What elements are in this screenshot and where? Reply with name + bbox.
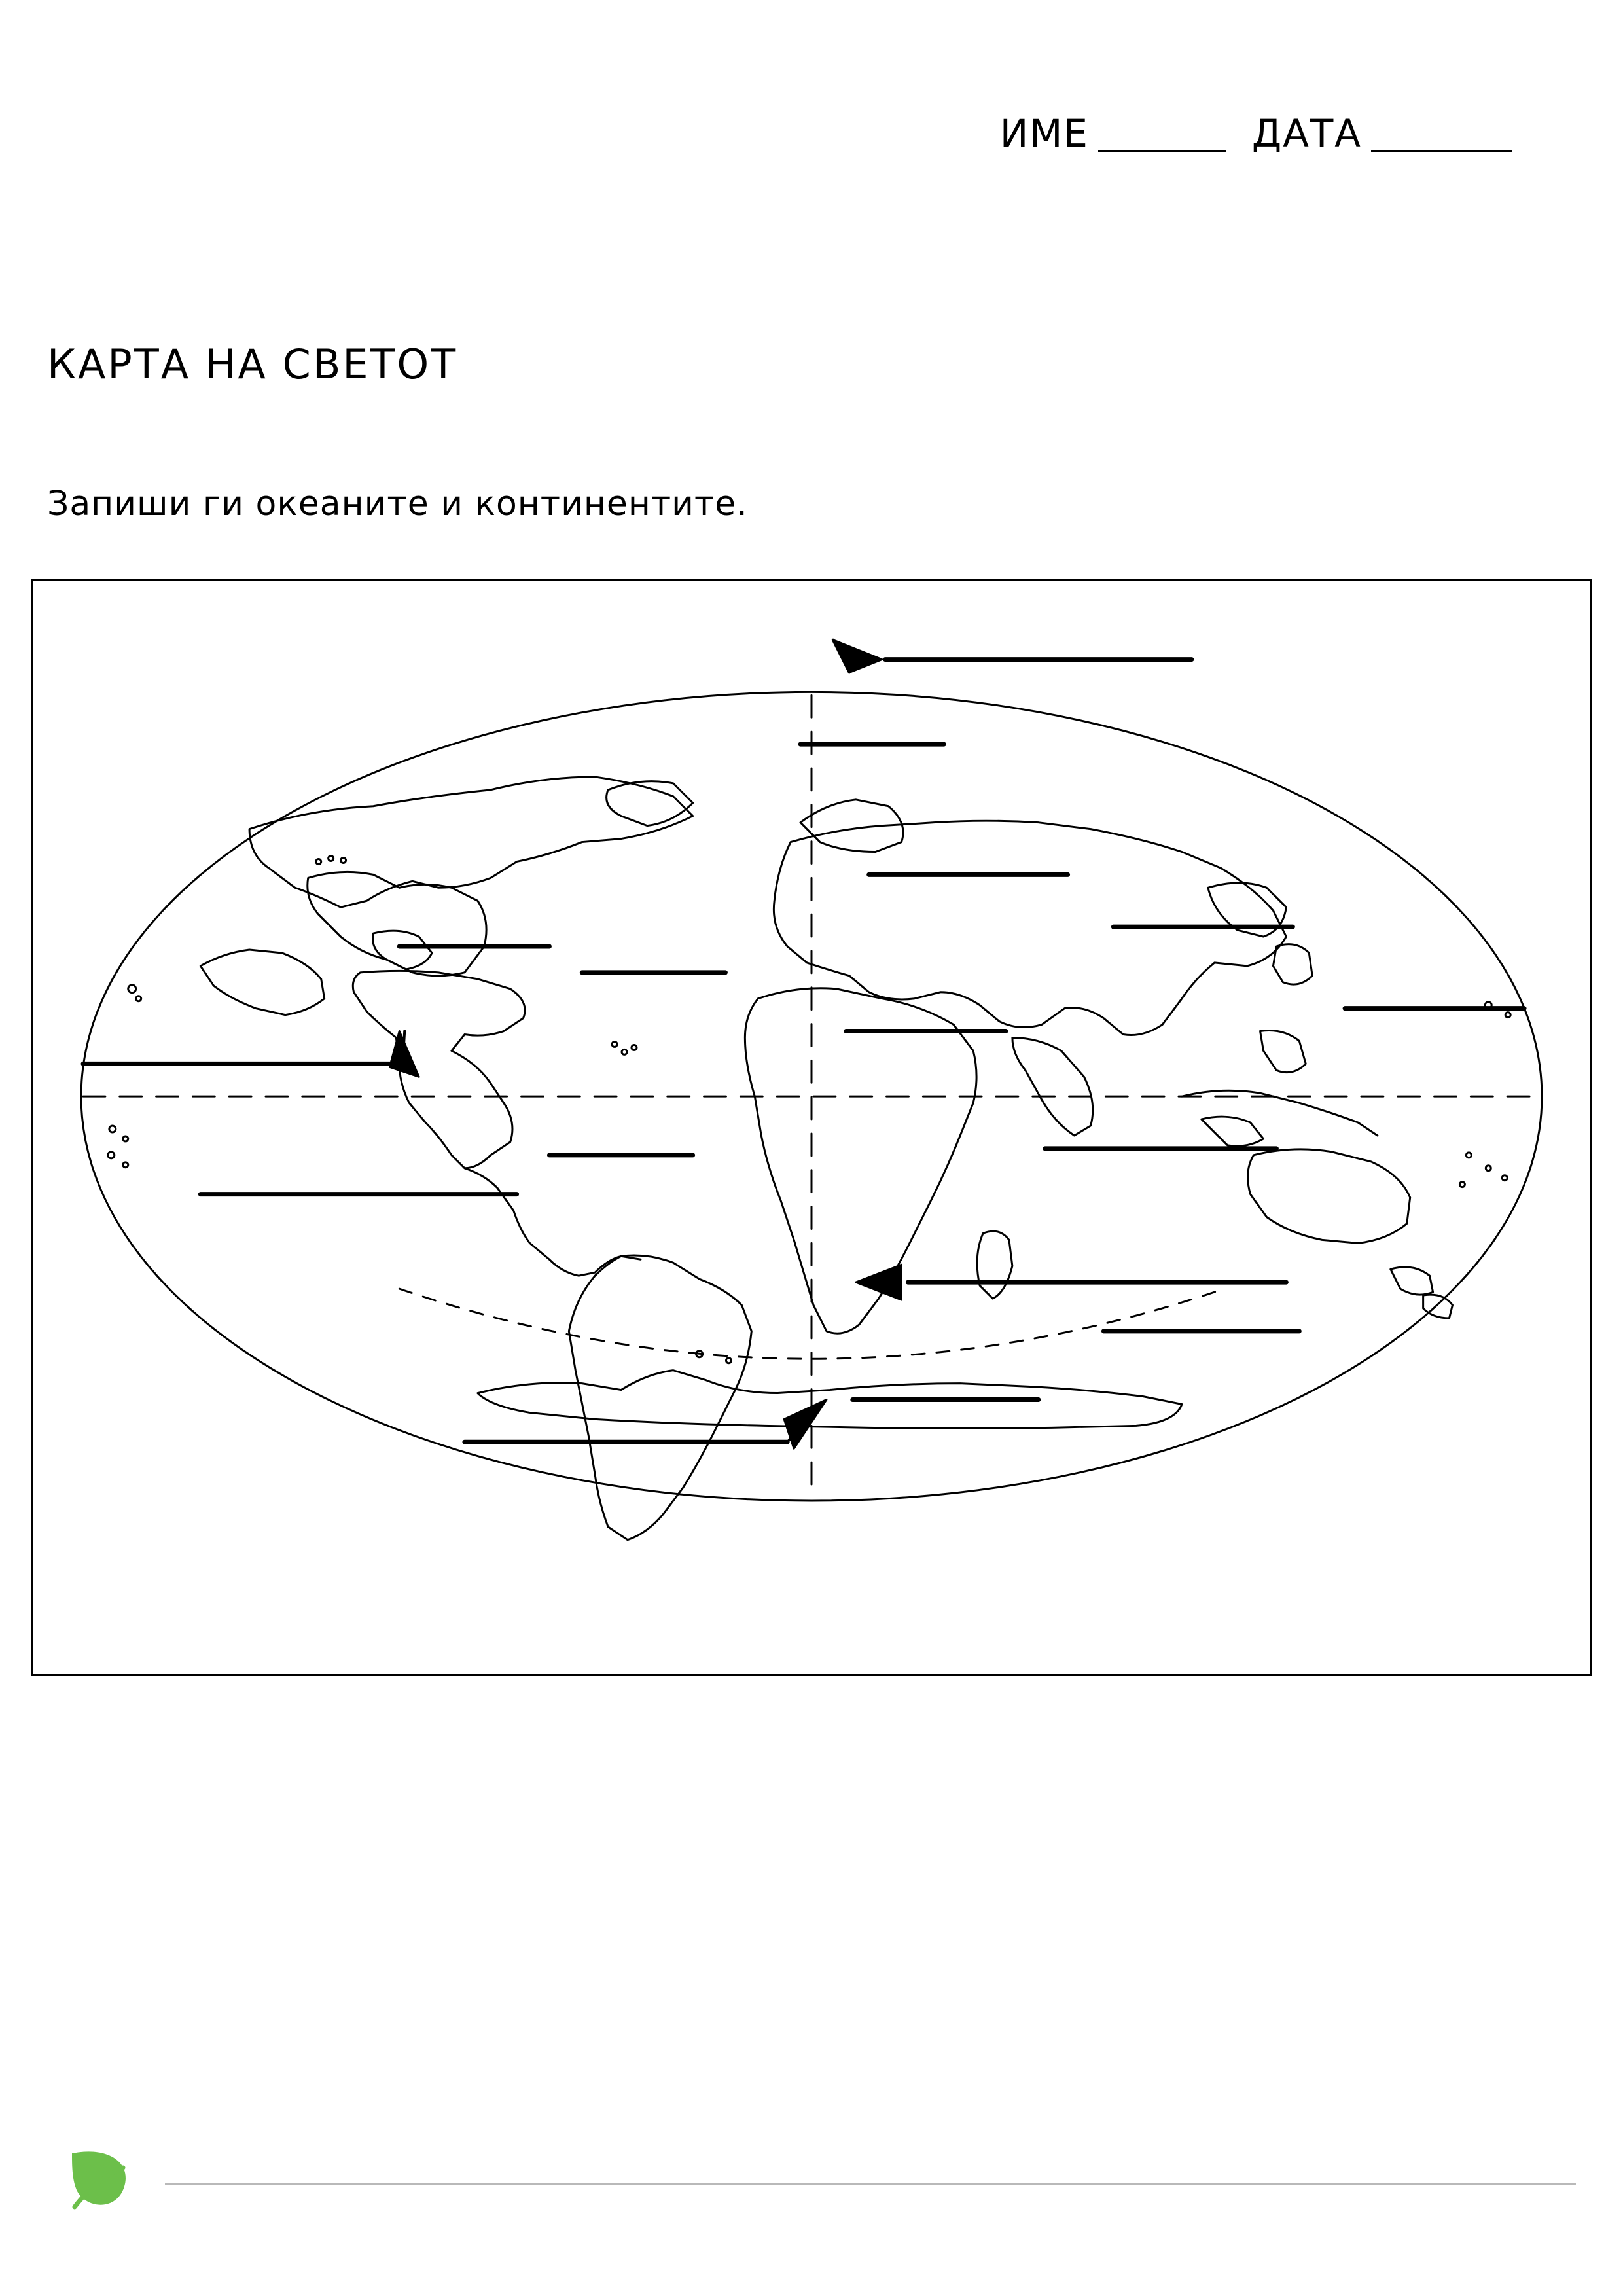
arctic-islands [249, 777, 693, 907]
arrow-southern-ocean [856, 1265, 902, 1300]
alaska [200, 950, 324, 1015]
antarctica [478, 1371, 1182, 1429]
small-islands [108, 855, 1510, 1363]
date-write-line[interactable] [1371, 145, 1512, 152]
header-fields [999, 111, 1512, 156]
leaf-icon [60, 2139, 139, 2217]
map-container [31, 579, 1592, 1676]
name-field[interactable] [999, 111, 1226, 156]
footer [47, 2132, 1576, 2211]
world-map-svg [33, 581, 1590, 1674]
instruction-text: Запиши ги океаните и континентите. [47, 484, 748, 524]
footer-divider [165, 2183, 1576, 2185]
greenland [308, 872, 486, 975]
philippines [1260, 1031, 1306, 1073]
borneo [1202, 1117, 1264, 1146]
name-write-line[interactable] [1098, 145, 1226, 152]
arrow-antarctica [784, 1400, 827, 1449]
answer-lines-group[interactable] [83, 660, 1524, 1443]
australia [1248, 1149, 1410, 1243]
north-america-mainland [353, 971, 525, 1168]
madagascar [977, 1231, 1012, 1299]
date-label: ДАТА [1251, 111, 1362, 156]
date-field[interactable] [1251, 111, 1512, 156]
new-zealand-north [1391, 1267, 1433, 1295]
name-label: ИМЕ [999, 111, 1089, 156]
india-subcontinent [1012, 1037, 1093, 1135]
page-title: КАРТА НА СВЕТОТ [47, 340, 458, 388]
baffin-island [373, 931, 433, 969]
japan [1273, 944, 1312, 984]
